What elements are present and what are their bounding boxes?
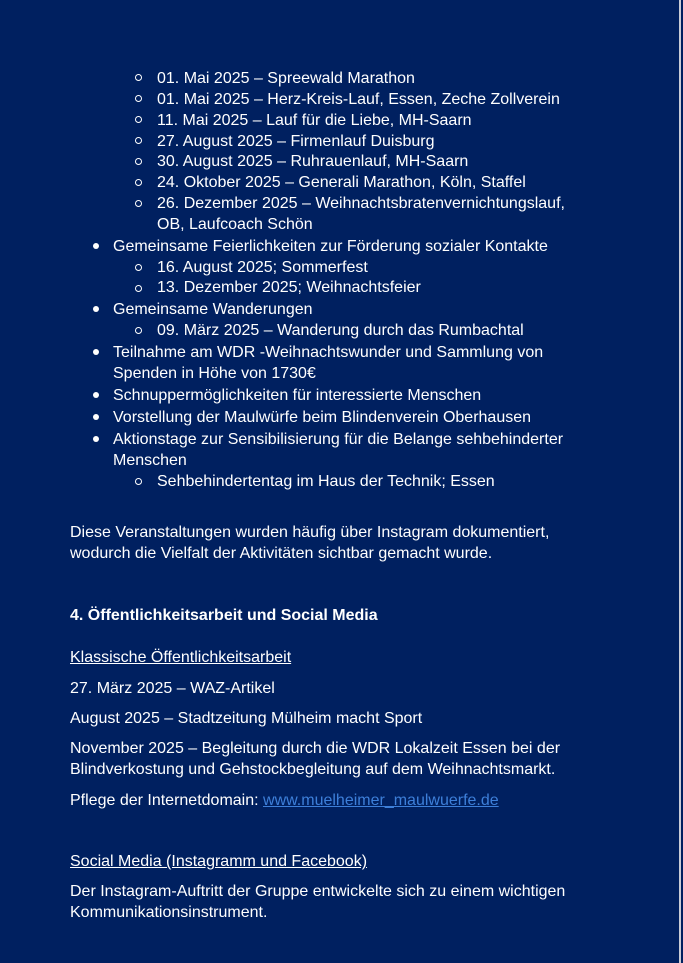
subsection-heading: Social Media (Instagramm und Facebook) — [70, 853, 368, 870]
list-item: Sehbehindertentag im Haus der Technik; Essen — [157, 473, 495, 490]
disc-bullet-icon — [93, 414, 99, 420]
subsection-heading: Klassische Öffentlichkeitsarbeit — [70, 649, 292, 666]
disc-bullet-icon — [93, 436, 99, 442]
list-item: 16. August 2025; Sommerfest — [157, 259, 368, 276]
paragraph-line: Der Instagram-Auftritt der Gruppe entwickelte sich zu einem wichtigen — [70, 883, 566, 900]
list-item: Schnuppermöglichkeiten für interessierte Menschen — [113, 387, 482, 404]
list-item: Aktionstage zur Sensibilisierung für die Belange sehbehinderter — [113, 431, 564, 448]
circle-bullet-icon — [135, 327, 142, 334]
paragraph-line: wodurch die Vielfalt der Aktivitäten sichtbar gemacht wurde. — [70, 545, 493, 562]
circle-bullet-icon — [135, 158, 142, 165]
list-item: 30. August 2025 – Ruhrauenlauf, MH-Saarn — [157, 153, 469, 170]
domain-link[interactable]: www.muelheimer_maulwuerfe.de — [263, 792, 499, 809]
section-heading: 4. Öffentlichkeitsarbeit und Social Media — [70, 607, 378, 624]
list-item: Gemeinsame Wanderungen — [113, 301, 313, 318]
list-item: 01. Mai 2025 – Herz-Kreis-Lauf, Essen, Zeche Zollverein — [157, 91, 560, 108]
list-item: 09. März 2025 – Wanderung durch das Rumbachtal — [157, 322, 524, 339]
list-item: 24. Oktober 2025 – Generali Marathon, Köln, Staffel — [157, 174, 526, 191]
circle-bullet-icon — [135, 200, 142, 207]
circle-bullet-icon — [135, 285, 142, 292]
circle-bullet-icon — [135, 137, 142, 144]
disc-bullet-icon — [93, 306, 99, 312]
circle-bullet-icon — [135, 95, 142, 102]
paragraph-line: Blindverkostung und Gehstockbegleitung auf dem Weihnachtsmarkt. — [70, 761, 556, 778]
disc-bullet-icon — [93, 243, 99, 249]
paragraph-line: November 2025 – Begleitung durch die WDR Lokalzeit Essen bei der — [70, 740, 561, 757]
list-item-continuation: OB, Laufcoach Schön — [157, 216, 313, 233]
domain-paragraph — [70, 790, 499, 811]
list-item: 11. Mai 2025 – Lauf für die Liebe, MH-Saarn — [157, 112, 472, 129]
paragraph-line: Diese Veranstaltungen wurden häufig über Instagram dokumentiert, — [70, 524, 550, 541]
paragraph-line: August 2025 – Stadtzeitung Mülheim macht Sport — [70, 710, 423, 727]
list-item-continuation: Spenden in Höhe von 1730€ — [113, 365, 316, 382]
list-item: 01. Mai 2025 – Spreewald Marathon — [157, 70, 415, 87]
disc-bullet-icon — [93, 349, 99, 355]
circle-bullet-icon — [135, 74, 142, 81]
circle-bullet-icon — [135, 116, 142, 123]
list-item: Vorstellung der Maulwürfe beim Blindenverein Oberhausen — [113, 409, 532, 426]
list-item: 27. August 2025 – Firmenlauf Duisburg — [157, 133, 435, 150]
circle-bullet-icon — [135, 179, 142, 186]
list-item-continuation: Menschen — [113, 452, 187, 469]
paragraph-line: 27. März 2025 – WAZ-Artikel — [70, 680, 275, 697]
circle-bullet-icon — [135, 264, 142, 271]
circle-bullet-icon — [135, 478, 142, 485]
list-item: Gemeinsame Feierlichkeiten zur Förderung sozialer Kontakte — [113, 238, 548, 255]
disc-bullet-icon — [93, 392, 99, 398]
list-item: 26. Dezember 2025 – Weihnachtsbratenvernichtungslauf, — [157, 195, 565, 212]
paragraph-line: Kommunikationsinstrument. — [70, 904, 268, 921]
list-item: Teilnahme am WDR -Weihnachtswunder und Sammlung von — [113, 344, 544, 361]
list-item: 13. Dezember 2025; Weihnachtsfeier — [157, 279, 421, 296]
domain-label: Pflege der Internetdomain: — [70, 792, 264, 809]
